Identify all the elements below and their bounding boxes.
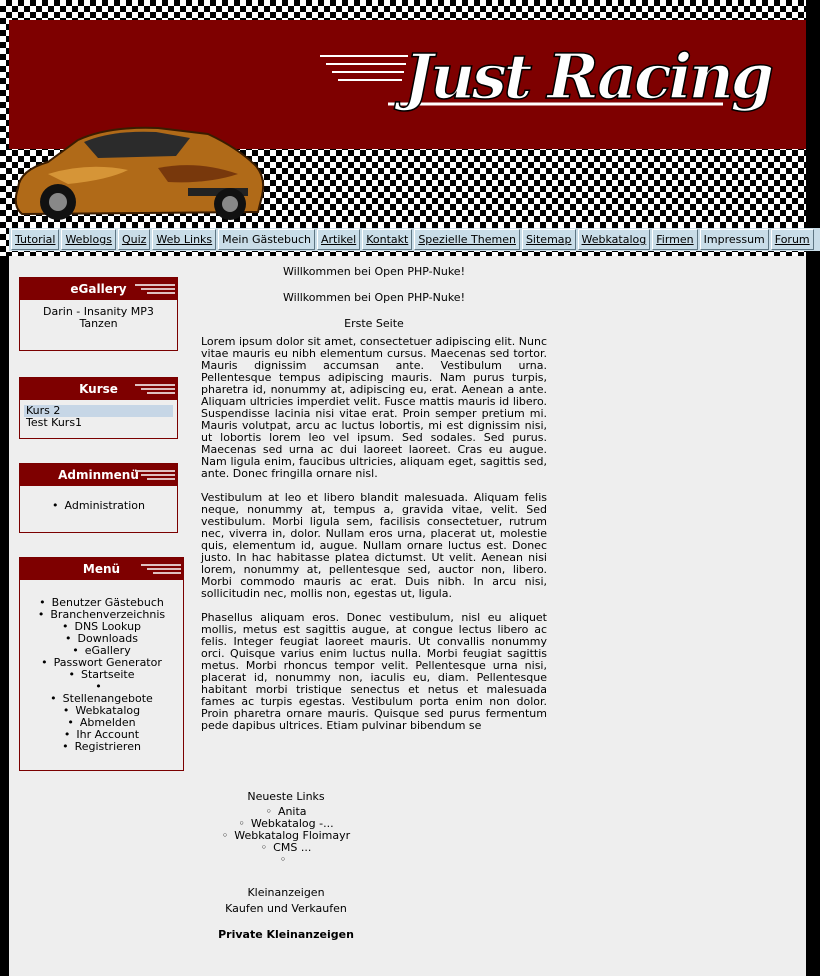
page-title: Erste Seite xyxy=(344,317,404,330)
logo-text: Just Racing xyxy=(404,40,774,113)
welcome-subheading: Willkommen bei Open PHP-Nuke! xyxy=(283,291,465,304)
newest-link-item[interactable]: ◦ Webkatalog -... xyxy=(179,818,393,830)
menu-item[interactable]: • Passwort Generator xyxy=(24,657,179,669)
menu-item[interactable]: • Benutzer Gästebuch xyxy=(24,597,179,609)
nav-item-artikel[interactable]: Artikel xyxy=(317,229,360,250)
car-image xyxy=(8,118,268,226)
welcome-heading: Willkommen bei Open PHP-Nuke! xyxy=(283,265,465,278)
kurse-block xyxy=(19,377,178,439)
newest-link-item[interactable]: ◦ Anita xyxy=(179,806,393,818)
kurs-item[interactable]: Test Kurs1 xyxy=(26,416,83,429)
nav-item-mein-gästebuch[interactable]: Mein Gästebuch xyxy=(218,229,315,250)
title-stripes-icon xyxy=(135,468,175,482)
egallery-block-title: eGallery xyxy=(20,278,177,300)
nav-item-quiz[interactable]: Quiz xyxy=(118,229,150,250)
menu-item[interactable]: • Downloads xyxy=(24,633,179,645)
nav-item-impressum[interactable]: Impressum xyxy=(700,229,769,250)
menu-item[interactable]: • Ihr Account xyxy=(24,729,179,741)
classifieds-subtitle: Kaufen und Verkaufen xyxy=(225,902,347,915)
nav-item-weblogs[interactable]: Weblogs xyxy=(61,229,115,250)
newest-links-block xyxy=(179,790,393,866)
content-area xyxy=(9,256,806,976)
kurse-block-title: Kurse xyxy=(20,378,177,400)
menu-item[interactable]: • Abmelden xyxy=(24,717,179,729)
nav-item-web-links[interactable]: Web Links xyxy=(152,229,216,250)
kurs-item[interactable]: Kurs 2 xyxy=(24,405,173,417)
classifieds-block xyxy=(179,886,393,942)
site-header xyxy=(0,0,820,256)
title-stripes-icon xyxy=(135,382,175,396)
egallery-block xyxy=(19,277,178,351)
just-racing-logo xyxy=(318,30,778,120)
newest-link-item[interactable]: ◦ CMS ... xyxy=(179,842,393,854)
article-paragraph: Vestibulum at leo et libero blandit malesuada. Aliquam felis neque, nonummy at, tempus a, gravida vitae, velit. Sed vestibulum. Morbi ligula sem, facilisis consectetuer, rutrum nec, viverra in, dolor. Nullam eros urna, placerat ut, molestie quis, elementum id, augue. Nullam ornare luctus est. Donec justo. In hac habitasse platea dictumst. Ut velit. Aenean nisi lorem, nonummy at, pellentesque sed, auctor non, libero. Morbi commodo mauris ac erat. Duis nibh. In arcu nisi, sollicitudin nec, mollis non, egestas ut, ligula. xyxy=(201,491,547,600)
title-stripes-icon xyxy=(135,282,175,296)
center-column xyxy=(201,266,547,744)
menu-item[interactable]: • Stellenangebote xyxy=(24,693,179,705)
menu-block-title: Menü xyxy=(20,558,183,580)
egallery-item[interactable]: Darin - Insanity MP3 Tanzen xyxy=(43,305,154,330)
menu-item[interactable]: • Webkatalog xyxy=(24,705,179,717)
admin-menu-item[interactable]: • Administration xyxy=(24,500,173,512)
main-menu-list xyxy=(24,597,179,753)
nav-item-spezielle-themen[interactable]: Spezielle Themen xyxy=(414,229,520,250)
menu-item[interactable]: • Branchenverzeichnis xyxy=(24,609,179,621)
article-paragraph: Lorem ipsum dolor sit amet, consectetuer adipiscing elit. Nunc vitae mauris eu nibh elementum cursus. Maecenas sed tortor. Mauris dignissim accumsan ante. Vestibulum urna. Pellentesque tempus adipiscing mauris. Nam purus turpis, pharetra id, nonummy at, adipiscing eu, erat. Aenean a ante. Aliquam ultricies imperdiet velit. Fusce mattis mauris id libero. Suspendisse lacinia nisi vitae erat. Proin semper pretium mi. Mauris volutpat, arcu ac luctus lobortis, mi est dignissim nisi, ut lobortis lorem leo vel ipsum. Sed sodales. Sed purus. Maecenas sed urna ac dui laoreet laoreet. Cras eu augue. Nam ligula enim, faucibus ultricies, aliquam eget, sagittis sed, ante. Donec fringilla ornare nisl. xyxy=(201,335,547,480)
title-stripes-icon xyxy=(141,562,181,576)
newest-link-item[interactable] xyxy=(179,854,393,866)
menu-item[interactable]: • Startseite xyxy=(24,669,179,681)
nav-item-forum[interactable]: Forum xyxy=(771,229,814,250)
nav-item-tutorial[interactable]: Tutorial xyxy=(11,229,59,250)
nav-item-kontakt[interactable]: Kontakt xyxy=(362,229,412,250)
newest-link-item[interactable]: ◦ Webkatalog Floimayr xyxy=(179,830,393,842)
nav-item-webkatalog[interactable]: Webkatalog xyxy=(578,229,651,250)
menu-block xyxy=(19,557,184,771)
newest-links-list xyxy=(179,806,393,866)
menu-item[interactable]: • eGallery xyxy=(24,645,179,657)
nav-item-sitemap[interactable]: Sitemap xyxy=(522,229,576,250)
adminmenu-block xyxy=(19,463,178,533)
menu-item[interactable]: • Registrieren xyxy=(24,741,179,753)
menu-item[interactable]: • DNS Lookup xyxy=(24,621,179,633)
header-right-edge xyxy=(806,0,820,256)
classifieds-title: Kleinanzeigen xyxy=(247,886,325,899)
newest-links-title: Neueste Links xyxy=(247,790,325,803)
classifieds-link[interactable]: Private Kleinanzeigen xyxy=(218,928,354,941)
article-paragraph: Phasellus aliquam eros. Donec vestibulum, nisl eu aliquet mollis, metus est sagittis augue, at congue lectus libero ac felis. Integer feugiat laoreet mauris. Ut convallis nonummy orci. Quisque varius enim luctus nulla. Morbi feugiat sagittis metus. Morbi rhoncus tempor velit. Pellentesque urna nisi, placerat id, nonummy non, iaculis eu, diam. Pellentesque habitant morbi tristique senectus et netus et malesuada fames ac turpis egestas. Vestibulum porta enim non dolor. Proin pharetra ornare mauris. Quisque sed purus fermentum pede dapibus ultrices. Etiam pulvinar bibendum se xyxy=(201,611,547,732)
nav-item-firmen[interactable]: Firmen xyxy=(652,229,697,250)
main-navigation xyxy=(9,228,820,251)
adminmenu-block-title: Adminmenü xyxy=(20,464,177,486)
